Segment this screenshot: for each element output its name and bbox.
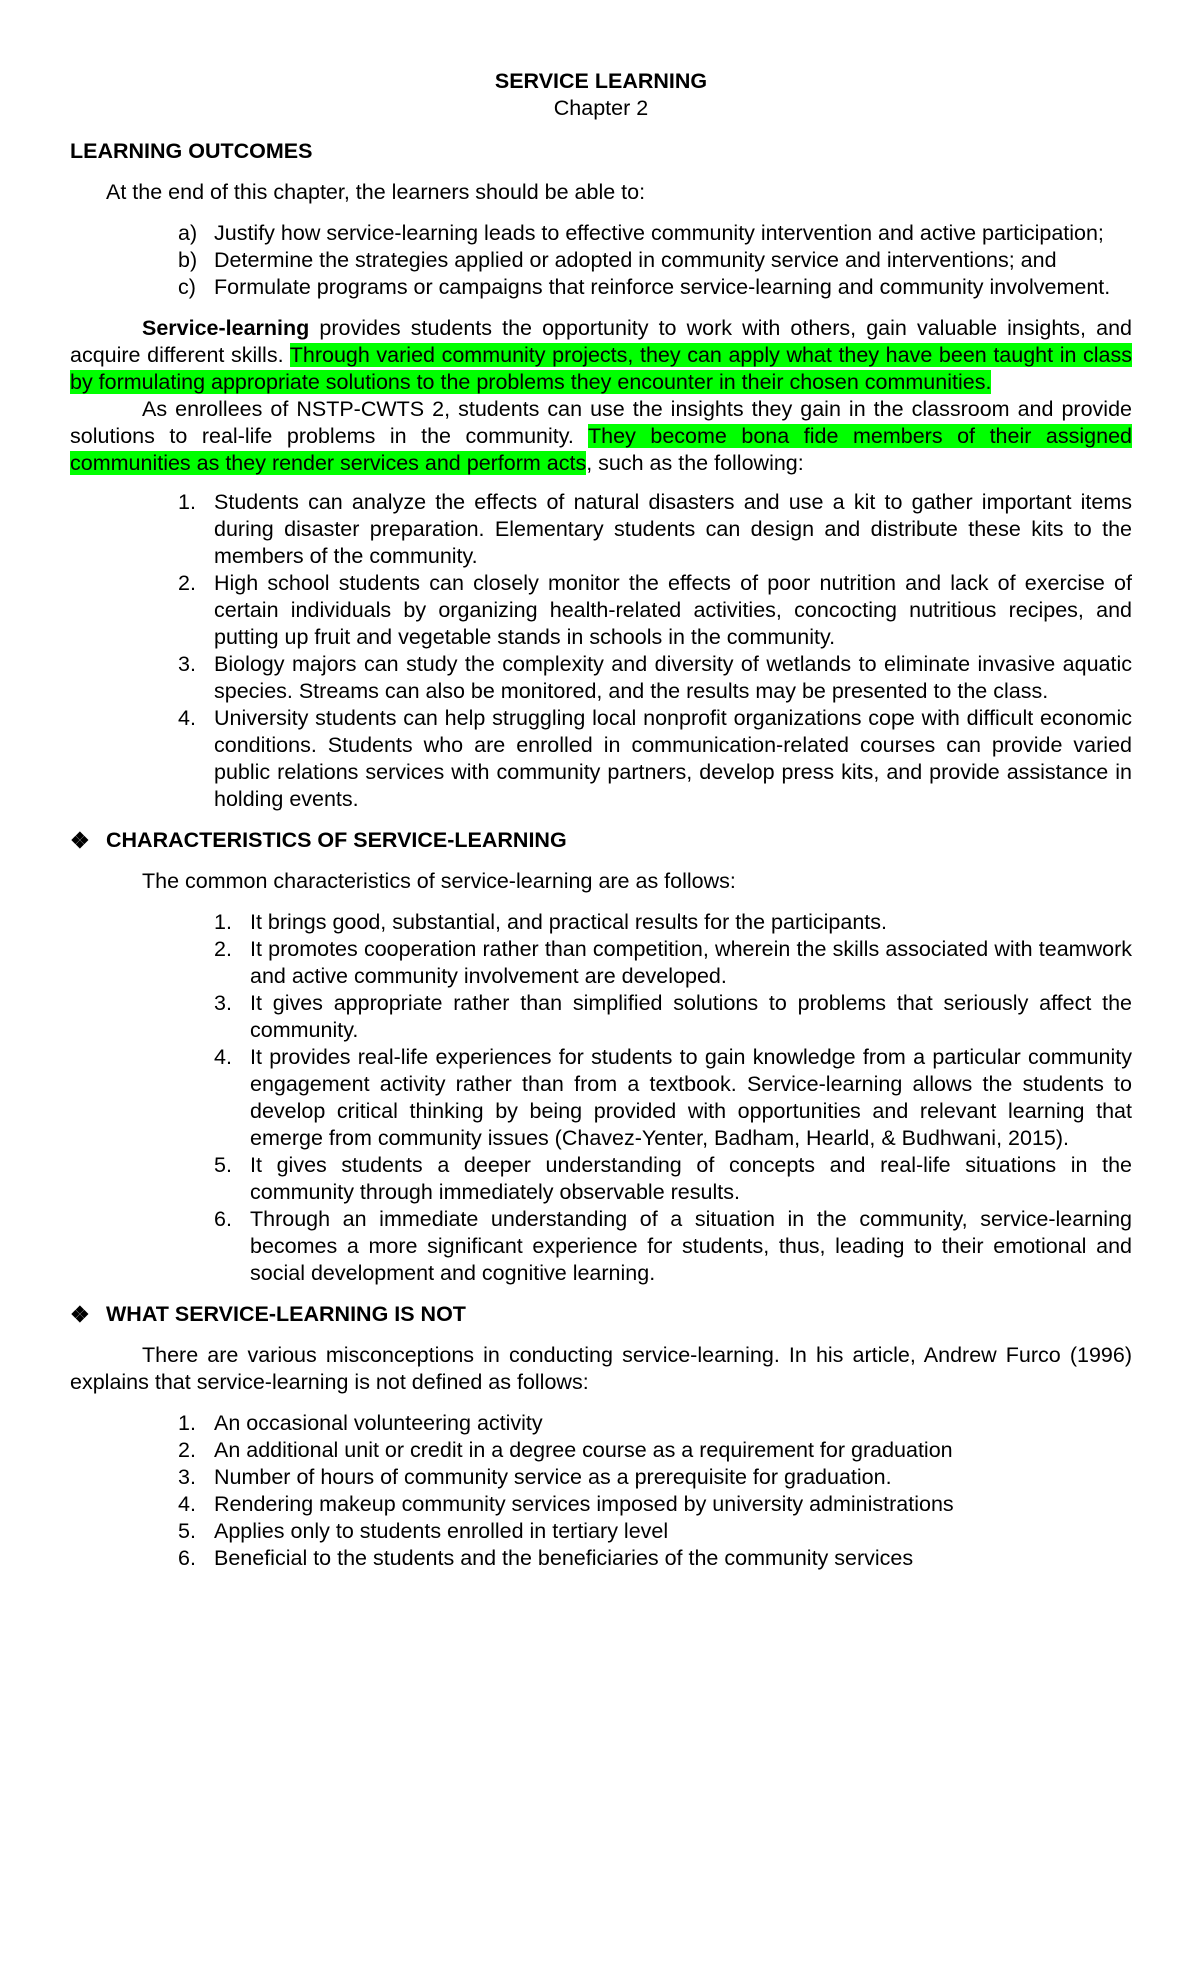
list-text: An additional unit or credit in a degree course as a requirement for graduation (214, 1438, 953, 1462)
list-text: Justify how service-learning leads to effective community intervention and active participation; (214, 221, 1104, 245)
list-marker: 1. (178, 490, 196, 514)
list-text: An occasional volunteering activity (214, 1411, 543, 1435)
list-item (178, 247, 1132, 274)
section-heading-text: CHARACTERISTICS OF SERVICE-LEARNING (106, 828, 567, 852)
list-text: Applies only to students enrolled in tertiary level (214, 1519, 669, 1543)
chapter-subtitle: Chapter 2 (553, 96, 649, 120)
learning-outcomes-list (178, 220, 1132, 301)
list-item (178, 1464, 1132, 1491)
list-item (178, 1491, 1132, 1518)
list-text: Determine the strategies applied or adopted in community service and interventions; and (214, 248, 1057, 272)
highlighted-text: Through varied community projects, they can apply what they have been taught in class by formulating appropriate solutions to the problems they encounter in their chosen communities. (70, 343, 1132, 394)
list-marker: 4. (178, 1492, 196, 1516)
list-marker: 5. (214, 1153, 232, 1177)
list-item (214, 990, 1132, 1044)
diamond-bullet-icon: ❖ (70, 1302, 90, 1327)
not-section-intro: There are various misconceptions in conducting service-learning. In his article, Andrew Furco (1996) explains that service-learning is not defined as follows: (70, 1343, 1132, 1394)
list-text: Beneficial to the students and the beneficiaries of the community services (214, 1546, 914, 1570)
list-marker: 4. (214, 1045, 232, 1069)
list-text: Number of hours of community service as a prerequisite for graduation. (214, 1465, 892, 1489)
list-item (214, 1152, 1132, 1206)
list-marker: 1. (178, 1411, 196, 1435)
list-text: Students can analyze the effects of natural disasters and use a kit to gather important items during disaster preparation. Elementary students can design and distribute these kits to the members of the community. (214, 490, 1132, 568)
list-item (178, 705, 1132, 813)
list-text: Formulate programs or campaigns that reinforce service-learning and community involvement. (214, 275, 1111, 299)
paragraph-service-learning (70, 315, 1132, 396)
list-item (214, 1044, 1132, 1152)
list-text: It gives students a deeper understanding of concepts and real-life situations in the community through immediately observable results. (250, 1153, 1132, 1204)
diamond-bullet-icon: ❖ (70, 828, 90, 853)
list-item (178, 570, 1132, 651)
not-section-list (70, 1410, 1132, 1572)
paragraph-text: provides students the opportunity to work with others, gain valuable insights, and acquire different skills. (70, 316, 1132, 367)
list-marker: 6. (178, 1546, 196, 1570)
list-marker: 2. (214, 937, 232, 961)
list-marker: 3. (178, 1465, 196, 1489)
characteristics-intro: The common characteristics of service-learning are as follows: (142, 869, 736, 893)
list-text: Rendering makeup community services imposed by university administrations (214, 1492, 954, 1516)
list-item (214, 1206, 1132, 1287)
list-item (178, 1545, 1132, 1572)
list-marker: c) (178, 275, 196, 299)
list-text: University students can help struggling local nonprofit organizations cope with difficult economic conditions. Students who are enrolled in communication-related courses can provide varied public relations services with community partners, develop press kits, and provide assistance in holding events. (214, 706, 1132, 811)
learning-outcomes-intro: At the end of this chapter, the learners should be able to: (106, 180, 646, 204)
list-text: It provides real-life experiences for students to gain knowledge from a particular community engagement activity rather than from a textbook. Service-learning allows the students to develop critical thinking by being provided with opportunities and relevant learning that emerge from community issues (Chavez-Yenter, Badham, Hearld, & Budhwani, 2015). (250, 1045, 1132, 1150)
characteristics-list (214, 909, 1132, 1287)
list-marker: 1. (214, 910, 232, 934)
list-item (178, 1518, 1132, 1545)
list-item (178, 489, 1132, 570)
list-marker: 2. (178, 571, 196, 595)
list-marker: b) (178, 248, 198, 272)
list-marker: 3. (178, 652, 196, 676)
list-item (178, 220, 1132, 247)
list-text: Through an immediate understanding of a situation in the community, service-learning becomes a more significant experience for students, thus, leading to their emotional and social development and cognitive learning. (250, 1207, 1132, 1285)
section-heading-text: WHAT SERVICE-LEARNING IS NOT (106, 1302, 466, 1326)
list-text: Biology majors can study the complexity and diversity of wetlands to eliminate invasive aquatic species. Streams can also be monitored, and the results may be presented to the class. (214, 652, 1132, 703)
highlighted-text: They become bona fide members of their assigned communities as they render services and perform acts (70, 424, 1132, 475)
bold-term: Service-learning (142, 316, 310, 340)
characteristics-heading (70, 827, 1132, 854)
list-text: High school students can closely monitor the effects of poor nutrition and lack of exercise of certain individuals by organizing health-related activities, concocting nutritious recipes, and putting up fruit and vegetable stands in schools in the community. (214, 571, 1132, 649)
list-marker: 3. (214, 991, 232, 1015)
list-text: It brings good, substantial, and practical results for the participants. (250, 910, 887, 934)
list-text: It promotes cooperation rather than competition, wherein the skills associated with teamwork and active community involvement are developed. (250, 937, 1132, 988)
list-item (178, 1437, 1132, 1464)
list-marker: 4. (178, 706, 196, 730)
list-item (178, 274, 1132, 301)
list-item (214, 909, 1132, 936)
list-marker: 6. (214, 1207, 232, 1231)
paragraph-enrollees (70, 396, 1132, 477)
list-item (214, 936, 1132, 990)
paragraph-text: As enrollees of NSTP-CWTS 2, students can use the insights they gain in the classroom and provide solutions to real-life problems in the community. (70, 397, 1132, 448)
list-marker: 2. (178, 1438, 196, 1462)
paragraph-text-tail: , such as the following: (586, 451, 804, 475)
not-section-heading (70, 1301, 1132, 1328)
learning-outcomes-heading: LEARNING OUTCOMES (70, 139, 313, 163)
document-title: SERVICE LEARNING (494, 69, 708, 93)
list-marker: a) (178, 221, 198, 245)
list-marker: 5. (178, 1519, 196, 1543)
list-item (178, 1410, 1132, 1437)
examples-list (178, 489, 1132, 813)
list-item (178, 651, 1132, 705)
list-text: It gives appropriate rather than simplified solutions to problems that seriously affect the community. (250, 991, 1132, 1042)
